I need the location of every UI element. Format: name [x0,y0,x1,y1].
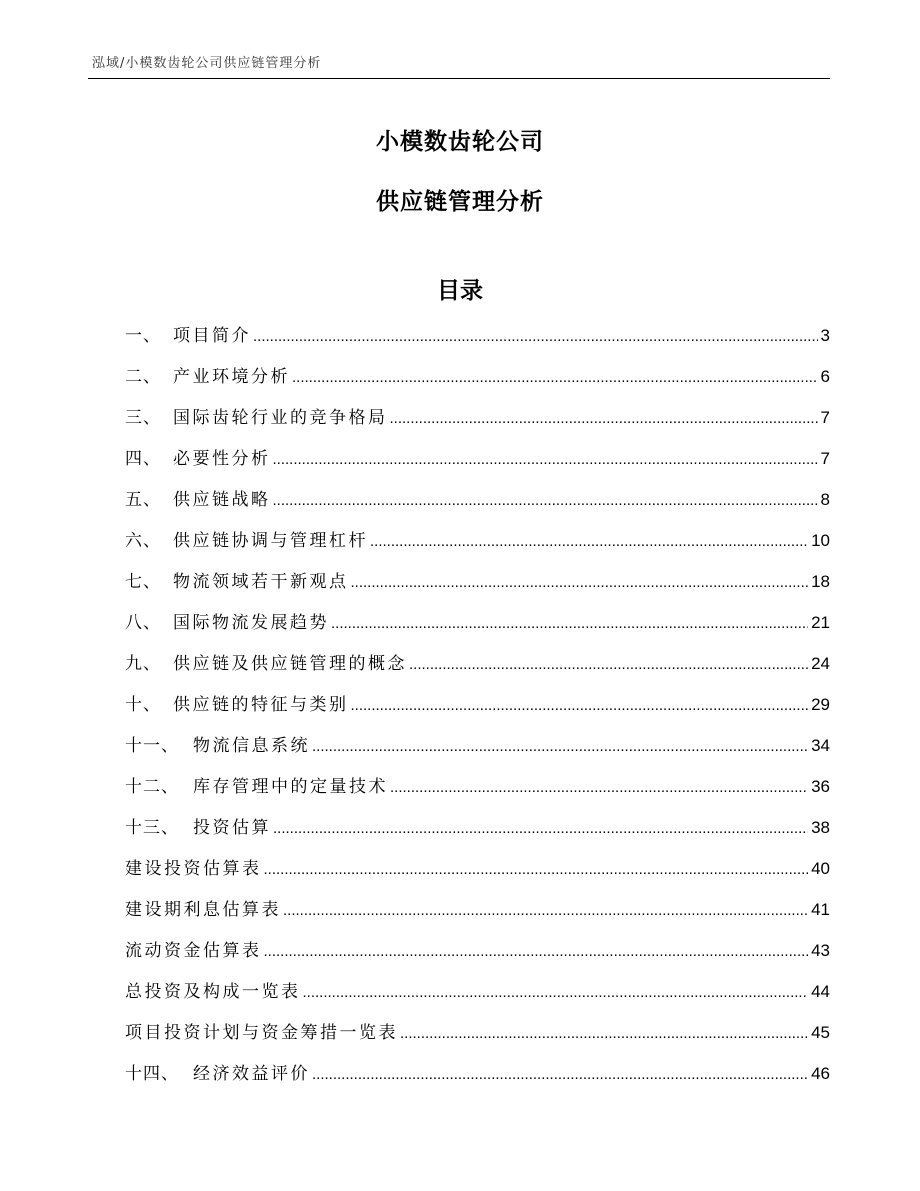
toc-entry-title: 投资估算 [193,818,271,838]
toc-entry-page-number: 34 [811,736,830,755]
toc-entry-title: 流动资金估算表 [125,941,262,961]
toc-dot-leader [303,981,809,1005]
toc-entry-number: 十二、 [125,777,179,797]
toc-entry-page-number: 18 [811,572,830,591]
toc-entry-title: 国际齿轮行业的竞争格局 [173,408,388,428]
toc-entry-title: 项目简介 [173,326,251,346]
toc-entry-title: 供应链及供应链管理的概念 [173,654,407,674]
toc-entry[interactable] [125,980,830,1021]
toc-dot-leader [312,735,808,759]
toc-entry-page-number: 43 [811,941,830,960]
toc-dot-leader [351,694,809,718]
toc-entry-page-number: 21 [811,613,830,632]
toc-dot-leader [400,1022,808,1046]
toc-dot-leader [253,325,818,349]
header-rule [88,78,830,79]
toc-entry-title: 供应链协调与管理杠杆 [173,531,368,551]
document-title-line2: 供应链管理分析 [376,189,544,215]
toc-entry-number: 十一、 [125,736,179,756]
toc-entry-number: 十四、 [125,1064,179,1084]
toc-entry-number: 十三、 [125,818,179,838]
toc-entry-title: 供应链的特征与类别 [173,695,349,715]
toc-entry[interactable] [125,939,830,980]
toc-entry[interactable] [125,652,830,693]
toc-heading: 目录 [437,278,483,304]
toc-entry[interactable] [125,529,830,570]
table-of-contents [125,324,830,1103]
toc-entry-page-number: 36 [811,777,830,796]
toc-dot-leader [390,776,808,800]
toc-entry-number: 三、 [125,408,161,428]
toc-entry-number: 十、 [125,695,161,715]
toc-entry[interactable] [125,406,830,447]
toc-entry-number: 六、 [125,531,161,551]
toc-entry-title: 库存管理中的定量技术 [193,777,388,797]
toc-entry[interactable] [125,1021,830,1062]
toc-entry[interactable] [125,570,830,611]
toc-entry-page-number: 7 [820,449,830,468]
toc-entry[interactable] [125,365,830,406]
toc-dot-leader [273,448,818,472]
toc-entry[interactable] [125,857,830,898]
toc-entry-page-number: 24 [811,654,830,673]
toc-entry-title: 经济效益评价 [193,1064,310,1084]
toc-dot-leader [351,571,809,595]
toc-entry[interactable] [125,447,830,488]
toc-entry-page-number: 10 [811,531,830,550]
toc-entry[interactable] [125,775,830,816]
toc-entry-title: 必要性分析 [173,449,271,469]
toc-dot-leader [370,530,808,554]
toc-entry-page-number: 3 [820,326,830,345]
toc-entry-title: 总投资及构成一览表 [125,982,301,1002]
toc-entry-page-number: 46 [811,1064,830,1083]
toc-dot-leader [283,899,808,923]
toc-entry-title: 国际物流发展趋势 [173,613,329,633]
toc-dot-leader [331,612,808,636]
toc-dot-leader [312,1063,808,1087]
toc-dot-leader [264,858,809,882]
toc-entry-page-number: 38 [811,818,830,837]
toc-entry-number: 一、 [125,326,161,346]
toc-entry[interactable] [125,734,830,775]
toc-entry[interactable] [125,488,830,529]
toc-entry-title: 供应链战略 [173,490,271,510]
toc-entry-page-number: 29 [811,695,830,714]
toc-entry-number: 二、 [125,367,161,387]
toc-entry[interactable] [125,1062,830,1103]
toc-dot-leader [292,366,818,390]
toc-dot-leader [409,653,808,677]
toc-dot-leader [390,407,818,431]
toc-entry-title: 建设期利息估算表 [125,900,281,920]
toc-entry-page-number: 40 [811,859,830,878]
toc-entry-page-number: 8 [820,490,830,509]
toc-entry[interactable] [125,611,830,652]
toc-entry-page-number: 45 [811,1023,830,1042]
toc-entry[interactable] [125,693,830,734]
toc-entry-title: 项目投资计划与资金筹措一览表 [125,1023,398,1043]
toc-dot-leader [273,489,818,513]
toc-entry[interactable] [125,816,830,857]
toc-entry-number: 九、 [125,654,161,674]
toc-entry-page-number: 41 [811,900,830,919]
toc-entry[interactable] [125,324,830,365]
toc-dot-leader [273,817,808,841]
document-title-line1: 小模数齿轮公司 [376,129,544,155]
toc-entry-page-number: 7 [820,408,830,427]
toc-entry-title: 物流领域若干新观点 [173,572,349,592]
toc-entry-title: 建设投资估算表 [125,859,262,879]
toc-entry-number: 七、 [125,572,161,592]
toc-entry[interactable] [125,898,830,939]
toc-entry-number: 四、 [125,449,161,469]
toc-dot-leader [264,940,809,964]
toc-entry-page-number: 44 [811,982,830,1001]
toc-entry-page-number: 6 [820,367,830,386]
toc-entry-number: 五、 [125,490,161,510]
running-header: 泓域/小模数齿轮公司供应链管理分析 [92,56,322,71]
toc-entry-title: 物流信息系统 [193,736,310,756]
toc-entry-number: 八、 [125,613,161,633]
toc-entry-title: 产业环境分析 [173,367,290,387]
